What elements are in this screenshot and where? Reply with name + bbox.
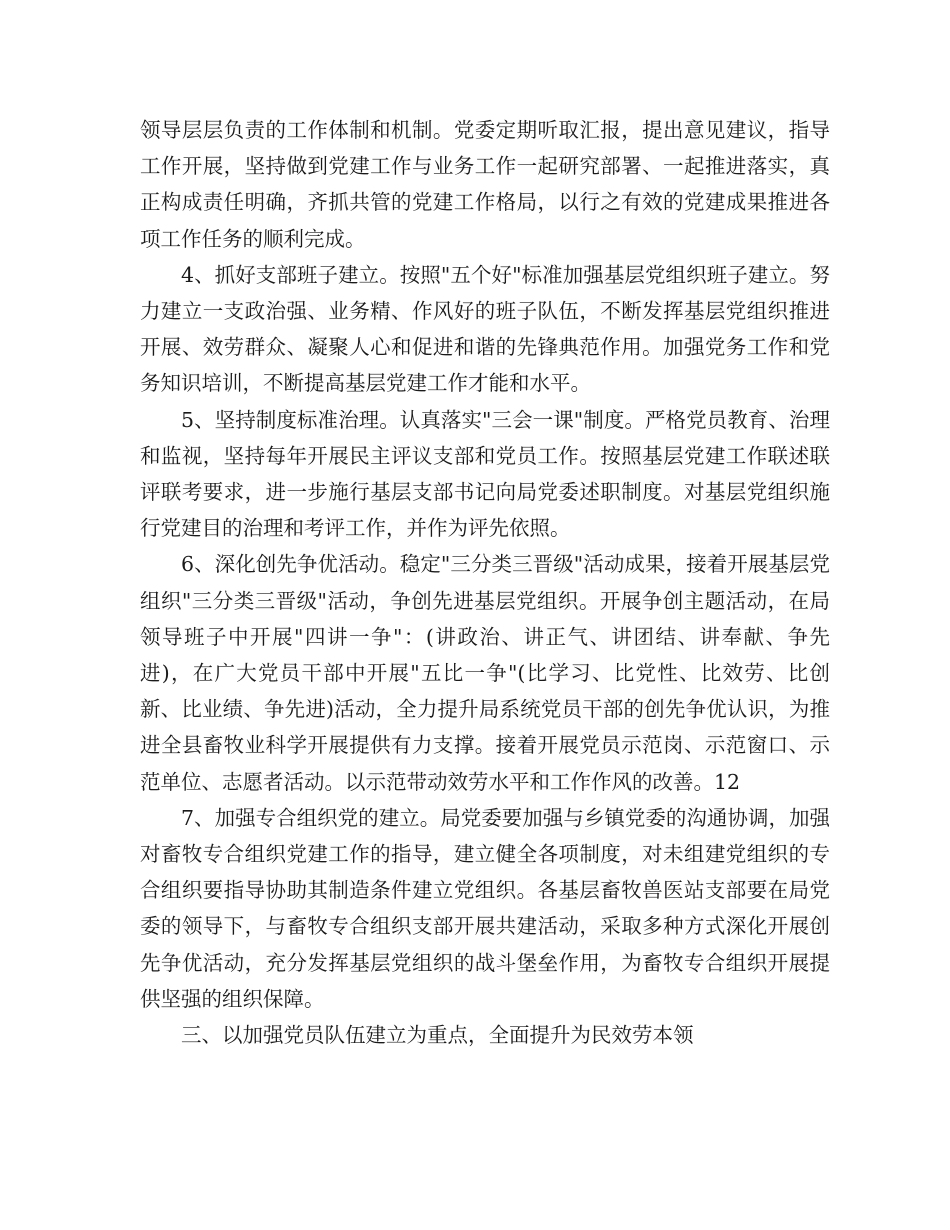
paragraph-item-5: 5、坚持制度标准治理。认真落实"三会一课"制度。严格党员教育、治理和监视，坚持每年开展民主评议支部和党员工作。按照基层党建工作联述联评联考要求，进一步施行基层支部书记向局党委述职制度。对基层党组织施行党建目的治理和考评工作，并作为评先依照。	[140, 407, 830, 541]
paragraph-continuation: 领导层层负责的工作体制和机制。党委定期听取汇报，提出意见建议，指导工作开展，坚持做到党建工作与业务工作一起研究部署、一起推进落实，真正构成责任明确，齐抓共管的党建工作格局，以行之有效的党建成果推进各项工作任务的顺利完成。	[140, 118, 830, 251]
paragraph-item-4: 4、抓好支部班子建立。按照"五个好"标准加强基层党组织班子建立。努力建立一支政治强、业务精、作风好的班子队伍，不断发挥基层党组织推进开展、效劳群众、凝聚人心和促进和谐的先锋典范作用。加强党务工作和党务知识培训，不断提高基层党建工作才能和水平。	[140, 262, 830, 396]
section-heading-3: 三、以加强党员队伍建立为重点，全面提升为民效劳本领	[181, 1023, 694, 1048]
document-body	[140, 112, 830, 1053]
paragraph-item-6: 6、深化创先争优活动。稳定"三分类三晋级"活动成果，接着开展基层党组织"三分类三晋级"活动，争创先进基层党组织。开展争创主题活动，在局领导班子中开展"四讲一争"：(讲政治、讲正气、讲团结、讲奉献、争先进)，在广大党员干部中开展"五比一争"(比学习、比党性、比效劳、比创新、比业绩、争先进)活动，全力提升局系统党员干部的创先争优认识，为推进全县畜牧业科学开展提供有力支撑。接着开展党员示范岗、示范窗口、示范单位、志愿者活动。以示范带动效劳水平和工作作风的改善。12	[140, 552, 830, 794]
paragraph-item-7: 7、加强专合组织党的建立。局党委要加强与乡镇党委的沟通协调，加强对畜牧专合组织党建工作的指导，建立健全各项制度，对未组建党组织的专合组织要指导协助其制造条件建立党组织。各基层畜牧兽医站支部要在局党委的领导下，与畜牧专合组织支部开展共建活动，采取多种方式深化开展创先争优活动，充分发挥基层党组织的战斗堡垒作用，为畜牧专合组织开展提供坚强的组织保障。	[140, 805, 830, 1011]
